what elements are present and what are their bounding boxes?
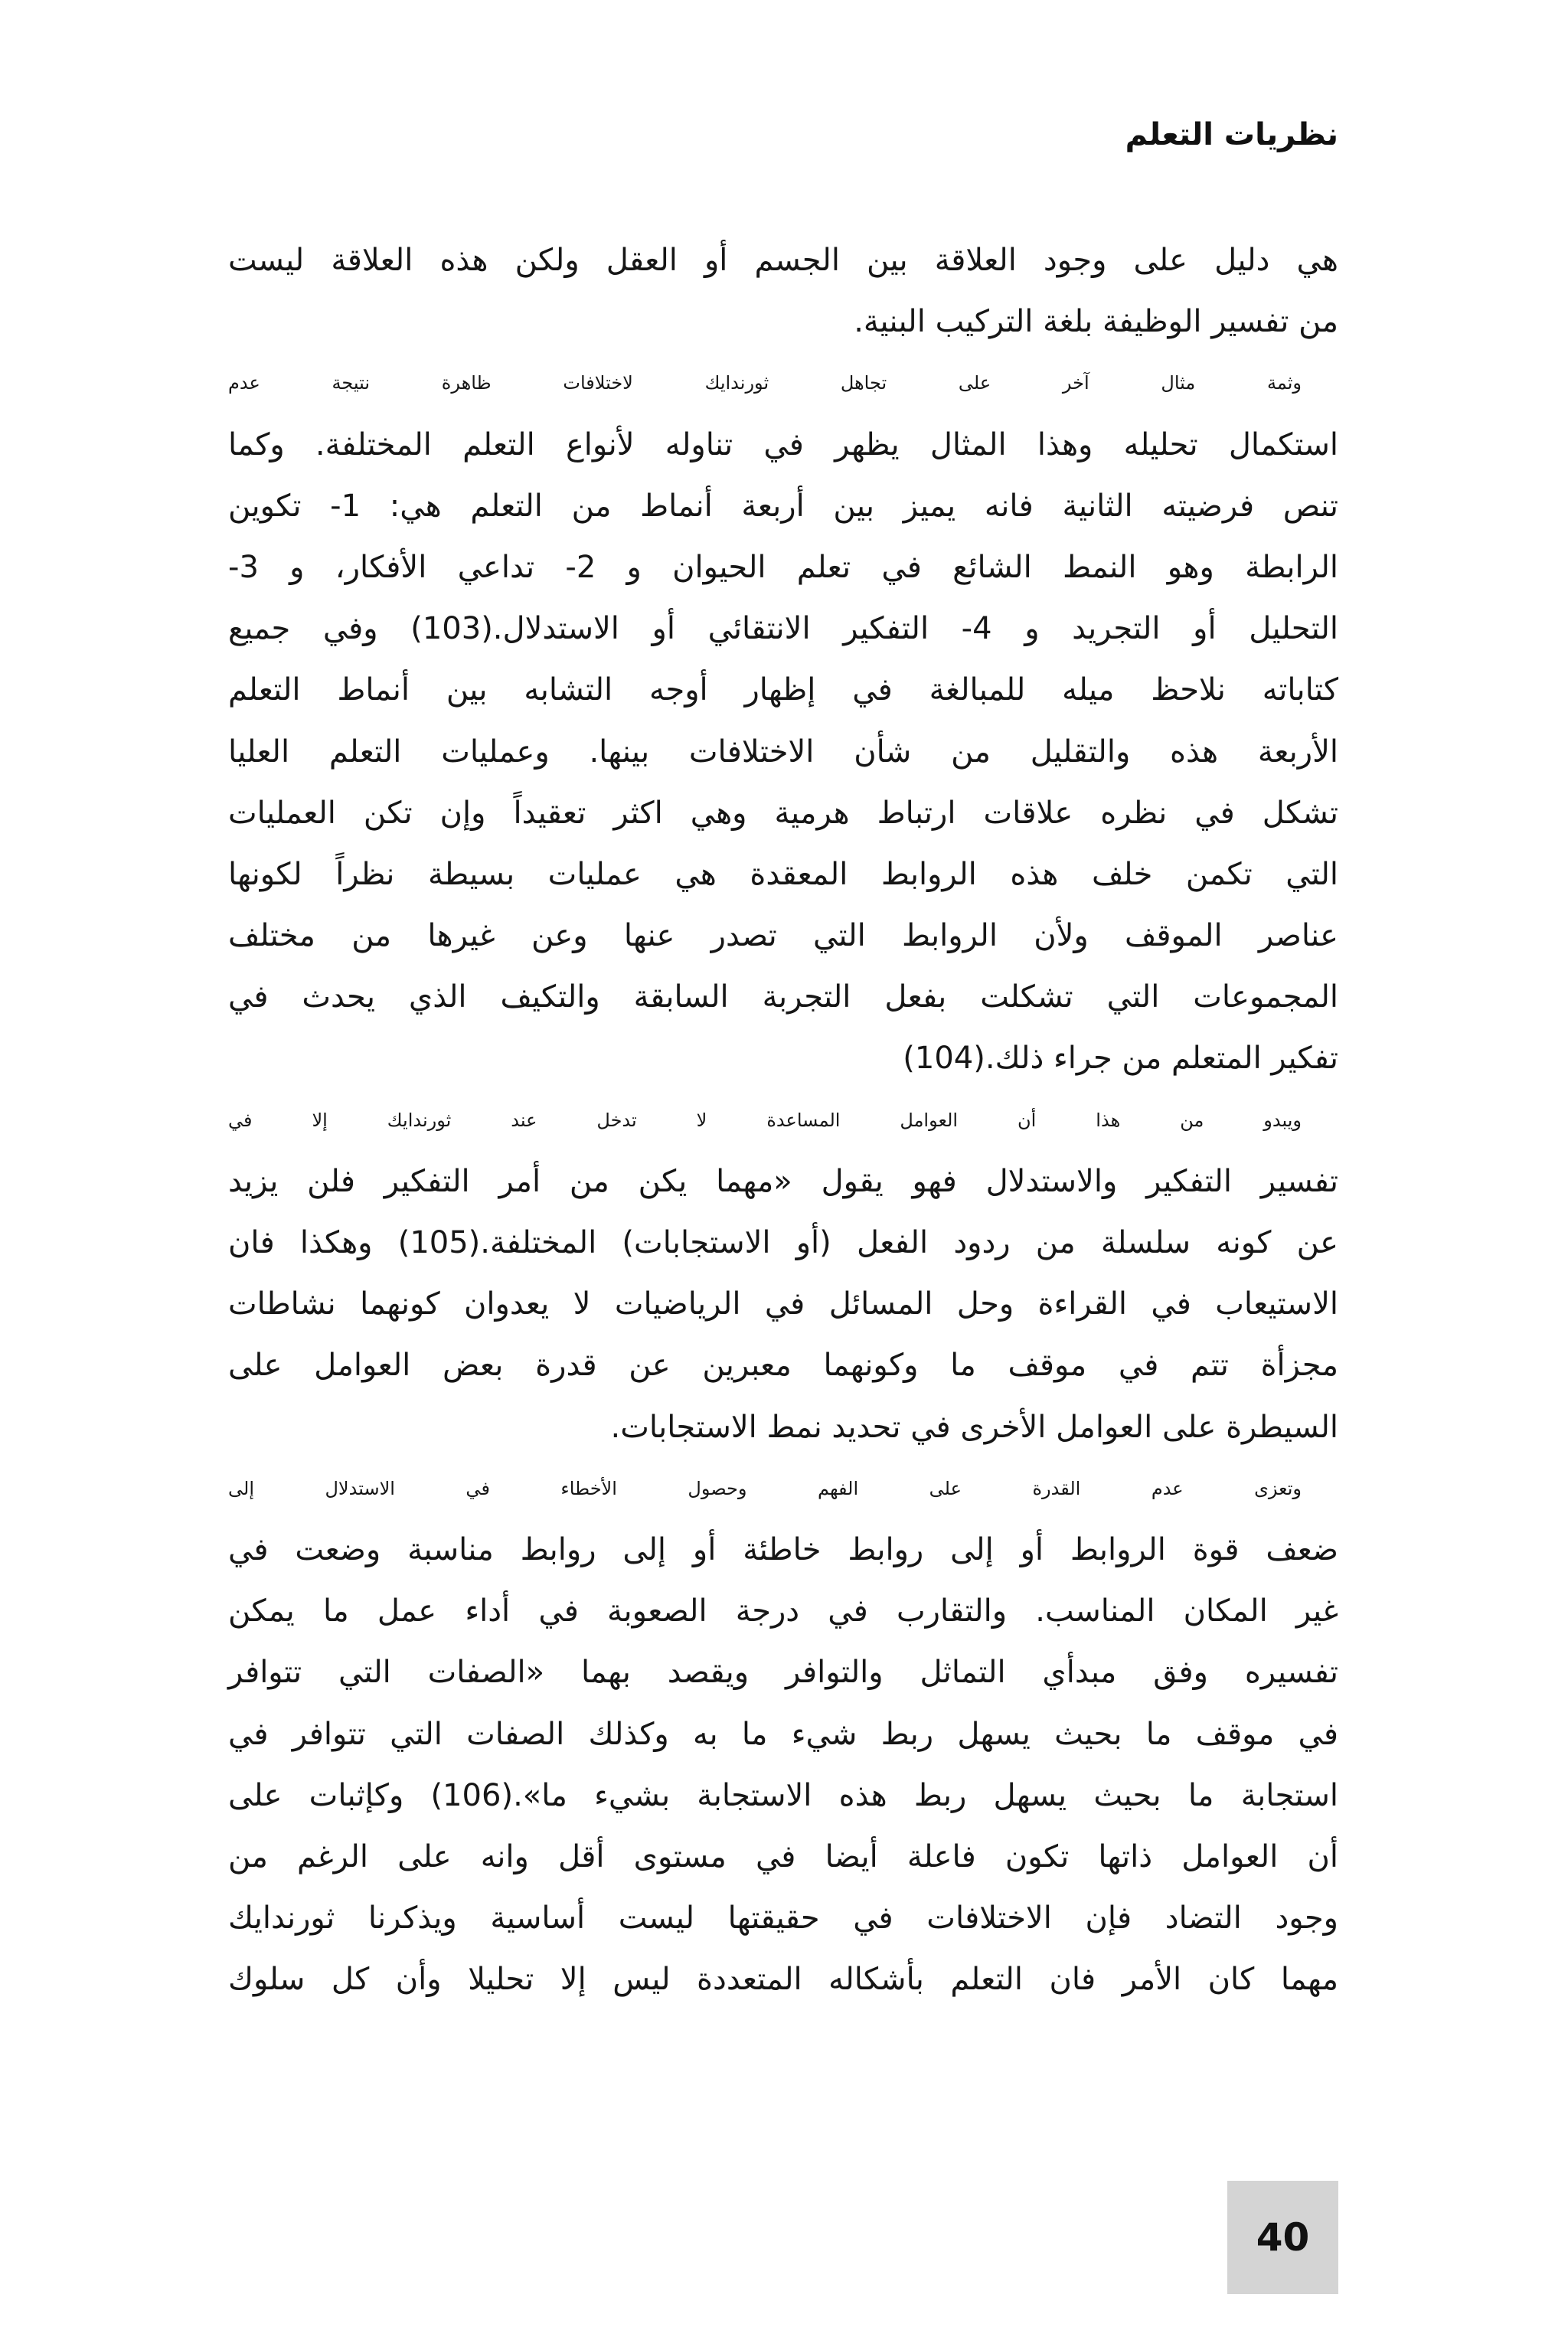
- text-line: تنص فرضيته الثانية فانه يميز بين أربعة أنماط من التعلم هي: 1- تكوين: [228, 488, 1338, 524]
- text-line: الأربعة هذه والتقليل من شأن الاختلافات بينها. وعمليات التعلم العليا: [228, 734, 1338, 770]
- page-number: 40: [1256, 2215, 1310, 2260]
- text-line: كتاباته نلاحظ ميله للمبالغة في إظهار أوجه التشابه بين أنماط التعلم: [228, 672, 1338, 708]
- page-number-box: [1227, 2181, 1338, 2294]
- text-line: مهما كان الأمر فان التعلم بأشكاله المتعددة ليس إلا تحليلا وأن كل سلوك: [228, 1962, 1338, 1998]
- paragraph-first-line: وتعزى عدم القدرة على الفهم وحصول الأخطاء في الاستدلال إلى: [228, 1477, 1302, 1499]
- text-line: السيطرة على العوامل الأخرى في تحديد نمط الاستجابات.: [610, 1409, 1338, 1445]
- text-line: من تفسير الوظيفة بلغة التركيب البنية.: [854, 304, 1338, 340]
- text-line: وجود التضاد فإن الاختلافات في حقيقتها ليست أساسية ويذكرنا ثورندايك: [228, 1901, 1338, 1937]
- text-line: الرابطة وهو النمط الشائع في تعلم الحيوان و 2- تداعي الأفكار، و 3-: [228, 549, 1339, 585]
- text-line: عناصر الموقف ولأن الروابط التي تصدر عنها وعن غيرها من مختلف: [228, 918, 1338, 954]
- text-line: هي دليل على وجود العلاقة بين الجسم أو العقل ولكن هذه العلاقة ليست: [228, 243, 1338, 278]
- text-line: في موقف ما بحيث يسهل ربط شيء ما به وكذلك الصفات التي تتوافر في: [228, 1716, 1338, 1752]
- text-line: التي تكمن خلف هذه الروابط المعقدة هي عمليات بسيطة نظراً لكونها: [228, 856, 1338, 892]
- text-line: الاستيعاب في القراءة وحل المسائل في الرياضيات لا يعدوان كونهما نشاطات: [228, 1286, 1338, 1322]
- text-line: تفسير التفكير والاستدلال فهو يقول «مهما يكن من أمر التفكير فلن يزيد: [228, 1163, 1338, 1199]
- text-line: استجابة ما بحيث يسهل ربط هذه الاستجابة بشيء ما».(106) وكإثبات على: [228, 1777, 1338, 1813]
- text-line: عن كونه سلسلة من ردود الفعل (أو الاستجابات) المختلفة.(105) وهكذا فان: [228, 1225, 1338, 1260]
- text-line: أن العوامل ذاتها تكون فاعلة أيضا في مستوى أقل وانه على الرغم من: [228, 1838, 1338, 1874]
- text-line: المجموعات التي تشكلت بفعل التجربة السابقة والتكيف الذي يحدث في: [228, 979, 1338, 1015]
- text-line: مجزأة تتم في موقف ما وكونهما معبرين عن قدرة بعض العوامل على: [228, 1348, 1338, 1384]
- text-line: التحليل أو التجريد و 4- التفكير الانتقائي أو الاستدلال.(103) وفي جميع: [228, 611, 1338, 647]
- text-line: غير المكان المناسب. والتقارب في درجة الصعوبة في أداء عمل ما يمكن: [228, 1593, 1338, 1629]
- paragraph-first-line: وثمة مثال آخر على تجاهل ثورندايك لاختلافات ظاهرة نتيجة عدم: [228, 372, 1302, 394]
- paragraph-first-line: ويبدو من هذا أن العوامل المساعدة لا تدخل عند ثورندايك إلا في: [228, 1109, 1302, 1131]
- text-line: تفكير المتعلم من جراء ذلك.(104): [903, 1041, 1338, 1077]
- text-line: استكمال تحليله وهذا المثال يظهر في تناوله لأنواع التعلم المختلفة. وكما: [228, 427, 1338, 462]
- text-line: تفسيره وفق مبدأي التماثل والتوافر ويقصد بهما «الصفات التي تتوافر: [228, 1655, 1338, 1691]
- text-line: تشكل في نظره علاقات ارتباط هرمية وهي اكثر تعقيداً وإن تكن العمليات: [228, 795, 1338, 831]
- text-line: ضعف قوة الروابط أو إلى روابط خاطئة أو إلى روابط مناسبة وضعت في: [228, 1531, 1338, 1567]
- body-text: [228, 230, 1338, 2010]
- running-header: نظريات التعلم: [1125, 117, 1338, 152]
